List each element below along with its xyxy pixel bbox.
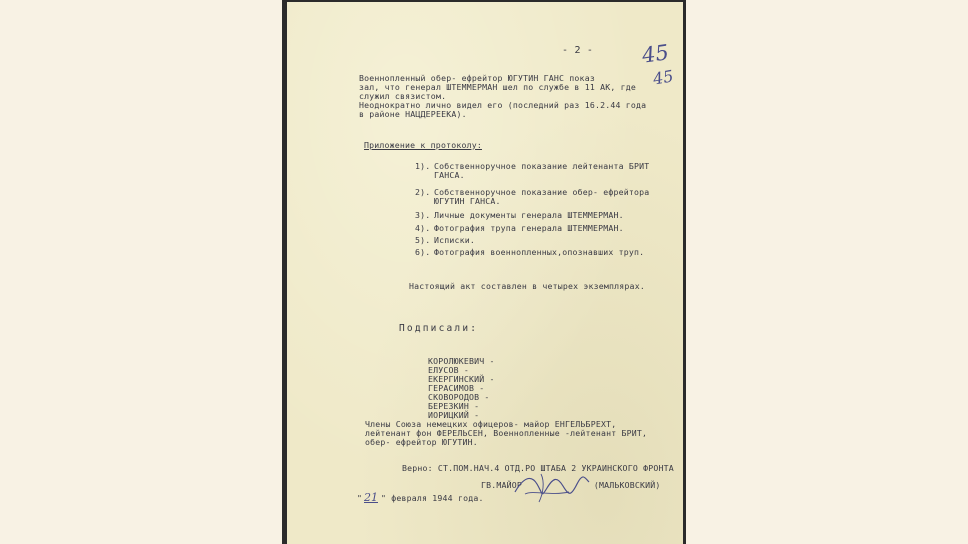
appendix-item-text: ЮГУТИН ГАНСА. <box>434 196 501 206</box>
date-rest: " февраля 1944 года. <box>381 493 484 503</box>
intro-line: в районе НАЦДЕРЕЕКА). <box>359 109 467 119</box>
signatory: СКОВОРОДОВ - <box>428 392 490 402</box>
appendix-item-text: Фотография трупа генерала ШТЕММЕРМАН. <box>434 223 624 233</box>
intro-line: зал, что генерал ШТЕММЕРМАН шел по службе в 11 АК, где <box>359 82 636 92</box>
appendix-item-number: 6). <box>415 247 431 257</box>
date-day: 21 <box>364 491 378 504</box>
handwritten-page-number: 45 <box>640 40 671 68</box>
appendix-item-number: 1). <box>415 161 431 171</box>
intro-line: служил связистом. <box>359 91 447 101</box>
signatory: КОРОЛЮКЕВИЧ - <box>428 356 495 366</box>
officers-line: лейтенант фон ФЕРЕЛЬСЕН, Военнопленные -лейтенант БРИТ, <box>365 428 648 438</box>
appendix-item-number: 4). <box>415 223 431 233</box>
appendix-item-text: Собственноручное показание обер- ефрейтора <box>434 187 650 197</box>
act-statement: Настоящий акт составлен в четырех экземплярах. <box>409 281 645 291</box>
appendix-item-text: Фотография военнопленных,опознавших труп. <box>434 247 645 257</box>
appendix-item-number: 5). <box>415 235 431 245</box>
page-number: - 2 - <box>562 45 594 56</box>
appendix-item-number: 2). <box>415 187 431 197</box>
officers-line: Члены Союза немецких офицеров- майор ЕНГЕЛЬБРЕХТ, <box>365 419 617 429</box>
appendix-item-text: Исписки. <box>434 235 476 245</box>
signatory: ЕКЕРГИНСКИЙ - <box>428 374 495 384</box>
verified-line: Верно: СТ.ПОМ.НАЧ.4 ОТД.РО ШТАБА 2 УКРАИНСКОГО ФРОНТА <box>402 463 674 473</box>
handwritten-signature <box>511 470 591 504</box>
appendix-item-text: Собственноручное показание лейтенанта БРИТ <box>434 161 650 171</box>
signatory: ЕЛУСОВ - <box>428 365 470 375</box>
appendix-item-number: 3). <box>415 210 431 220</box>
signatory: БЕРЕЗКИН - <box>428 401 480 411</box>
date-quote-open: " <box>357 493 363 503</box>
signed-label: Подписали: <box>399 323 479 334</box>
rank-line: ГВ.МАЙОР (МАЛЬКОВСКИЙ) <box>481 480 661 490</box>
appendix-item-text: Личные документы генерала ШТЕММЕРМАН. <box>434 210 624 220</box>
intro-line: Военнопленный обер- ефрейтор ЮГУТИН ГАНС показ <box>359 73 595 83</box>
signatory: ИОРИЦКИЙ - <box>428 410 480 420</box>
intro-line: Неоднократно лично видел его (последний раз 16.2.44 года <box>359 100 647 110</box>
document-page <box>287 2 683 544</box>
appendix-item-text: ГАНСА. <box>434 170 465 180</box>
appendix-heading: Приложение к протоколу: <box>364 140 482 150</box>
officers-line: обер- ефрейтор ЮГУТИН. <box>365 437 478 447</box>
handwritten-page-number-2: 45 <box>651 66 675 89</box>
signatory: ГЕРАСИМОВ - <box>428 383 485 393</box>
